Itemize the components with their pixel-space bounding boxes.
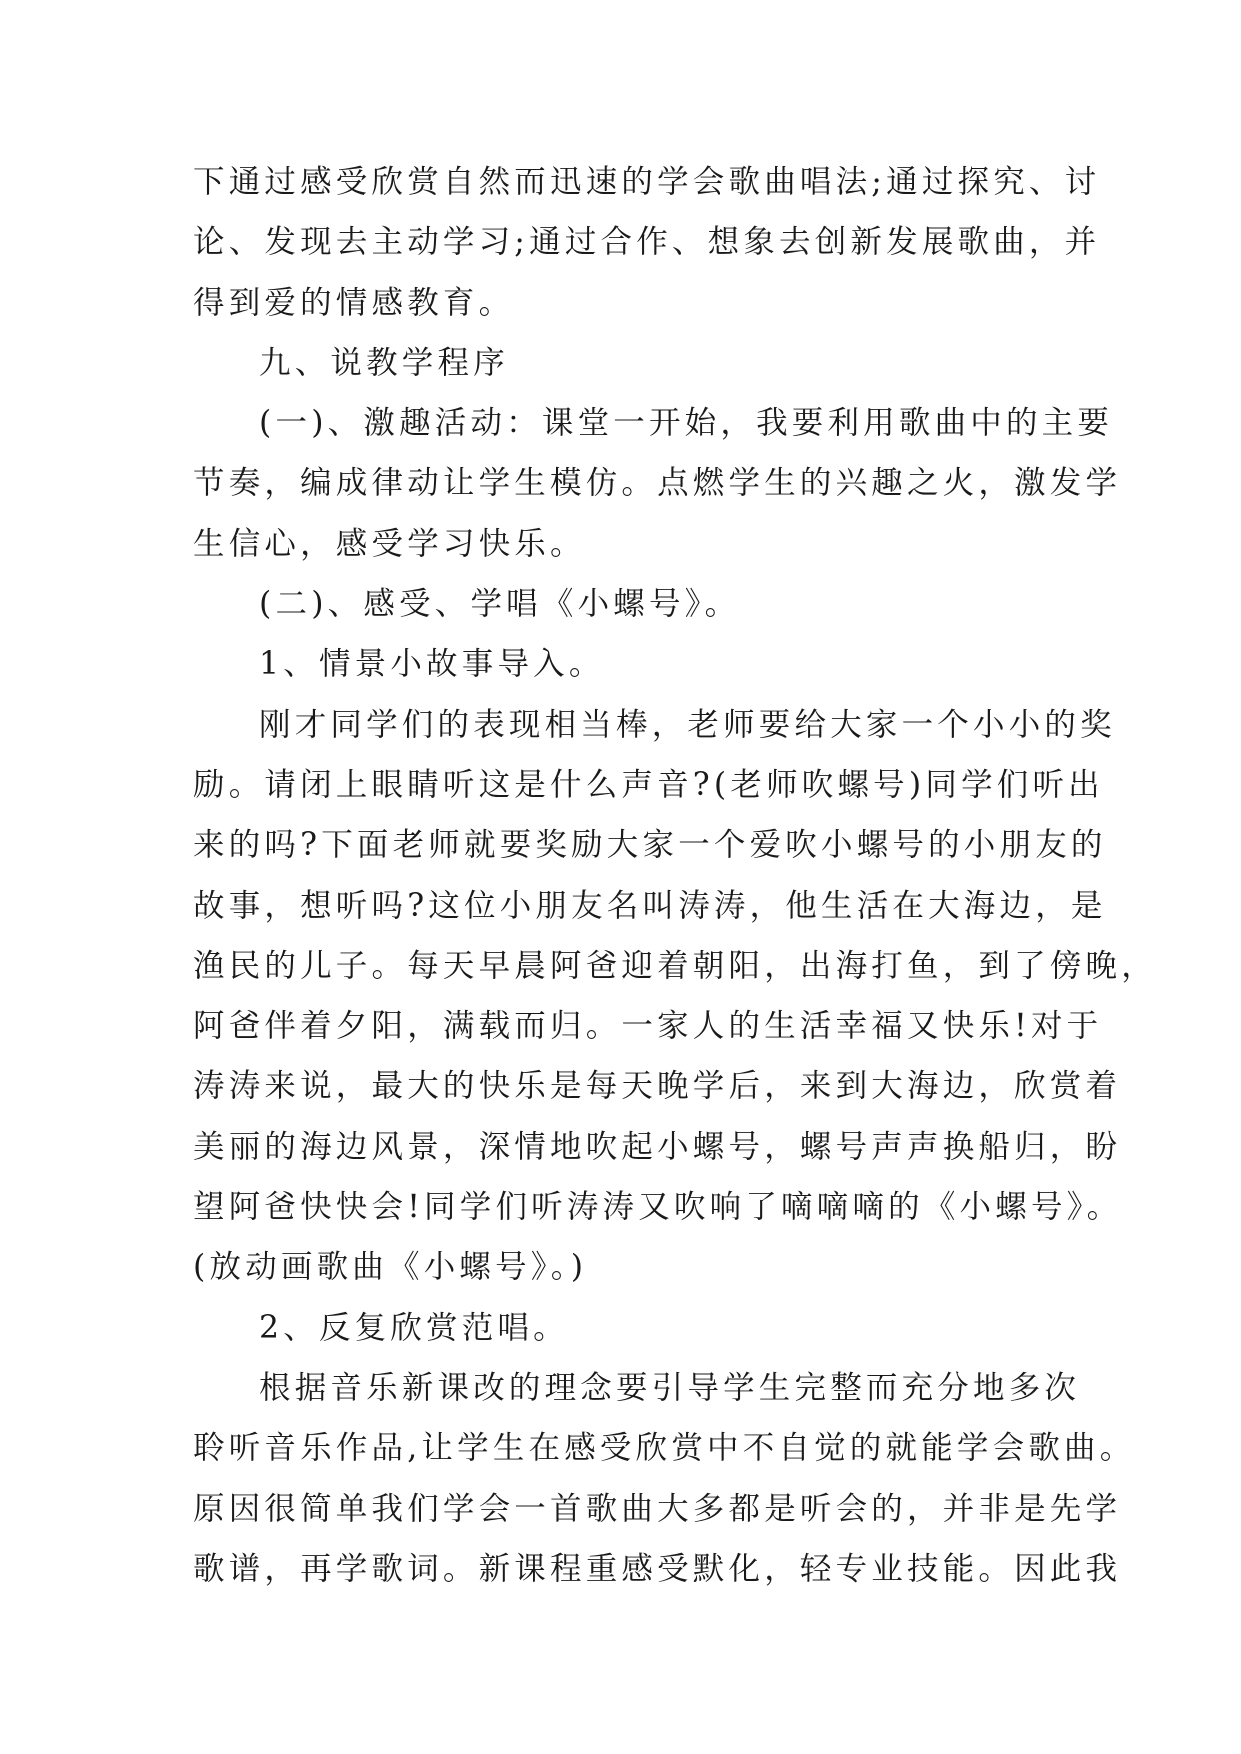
text-line: 聆听音乐作品,让学生在感受欣赏中不自觉的就能学会歌曲。 — [193, 1430, 1136, 1467]
text-line: 2、反复欣赏范唱。 — [259, 1309, 569, 1346]
text-line: 节奏，编成律动让学生模仿。点燃学生的兴趣之火，激发学 — [193, 465, 1122, 502]
text-line: 涛涛来说，最大的快乐是每天晚学后，来到大海边，欣赏着 — [193, 1068, 1122, 1105]
text-line: 渔民的儿子。每天早晨阿爸迎着朝阳，出海打鱼，到了傍晚， — [193, 947, 1157, 984]
text-line: 生信心，感受学习快乐。 — [193, 525, 586, 562]
text-line: 九、说教学程序 — [259, 344, 509, 381]
text-line: 刚才同学们的表现相当棒，老师要给大家一个小小的奖 — [259, 706, 1116, 743]
text-line: 美丽的海边风景，深情地吹起小螺号，螺号声声换船归，盼 — [193, 1128, 1122, 1165]
text-line: (一)、激趣活动：课堂一开始，我要利用歌曲中的主要 — [259, 405, 1114, 442]
text-line: 原因很简单我们学会一首歌曲大多都是听会的，并非是先学 — [193, 1490, 1122, 1527]
text-line: (放动画歌曲《小螺号》。) — [193, 1249, 588, 1286]
text-line: 望阿爸快快会!同学们听涛涛又吹响了嘀嘀嘀的《小螺号》。 — [193, 1189, 1123, 1226]
text-line: (二)、感受、学唱《小螺号》。 — [259, 586, 741, 623]
text-line: 得到爱的情感教育。 — [193, 284, 515, 321]
text-line: 阿爸伴着夕阳，满载而归。一家人的生活幸福又快乐!对于 — [193, 1008, 1103, 1045]
text-line: 故事，想听吗?这位小朋友名叫涛涛，他生活在大海边，是 — [193, 887, 1107, 924]
text-line: 来的吗?下面老师就要奖励大家一个爱吹小螺号的小朋友的 — [193, 827, 1107, 864]
document-body — [193, 152, 1157, 1599]
text-line: 励。请闭上眼睛听这是什么声音?(老师吹螺号)同学们听出 — [193, 766, 1104, 803]
text-line: 下通过感受欣赏自然而迅速的学会歌曲唱法;通过探究、讨 — [193, 164, 1101, 200]
text-line: 1、情景小故事导入。 — [259, 646, 605, 683]
text-line: 论、发现去主动学习;通过合作、想象去创新发展歌曲，并 — [193, 224, 1101, 261]
text-line: 歌谱，再学歌词。新课程重感受默化，轻专业技能。因此我 — [193, 1550, 1122, 1587]
text-line: 根据音乐新课改的理念要引导学生完整而充分地多次 — [259, 1369, 1081, 1406]
